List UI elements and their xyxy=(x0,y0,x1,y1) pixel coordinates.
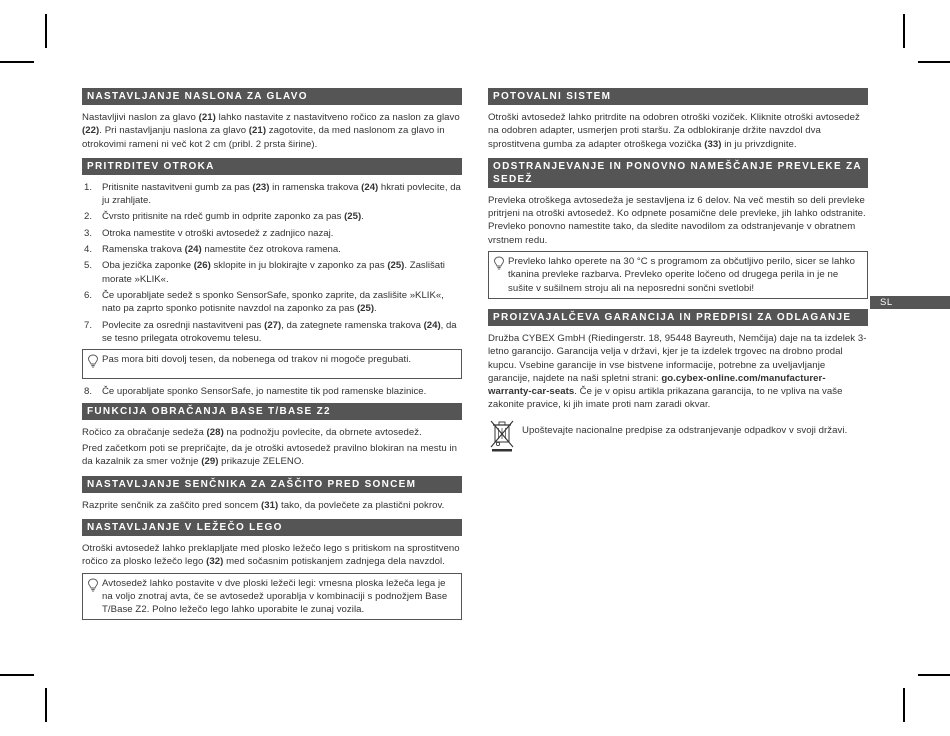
lightbulb-icon xyxy=(87,354,99,368)
lightbulb-icon xyxy=(493,256,505,270)
crop-mark xyxy=(903,688,905,722)
list-item: 8. Če uporabljate sponko SensorSafe, jo namestite tik pod ramenske blazinice. xyxy=(84,386,427,398)
note-box: Prevleko lahko operete na 30 °C s programom za občutljivo perilo, sicer se lahko tkanina prevleke razbarva. Prevleko operite ločeno od drugega perila in je ne sušite v sušilnem stroju ali na neposredni sončni svetlobi! xyxy=(488,251,868,299)
crop-mark xyxy=(45,688,47,722)
section-heading: NASTAVLJANJE SENČNIKA ZA ZAŠČITO PRED SONCEM xyxy=(82,476,462,493)
cover-text: Prevleka otroškega avtosedeža je sestavljena iz 6 delov. Na več mestih so deli prevleke pritrjeni na otroški avtosedež. Ko odpnete posamične dele prevleke, jih lahko odstranite. Prevleko ponovno namestite tako, da sledite navodilom za odstranjevanje v obratnem vrstnem redu. xyxy=(488,194,866,246)
crop-mark xyxy=(903,14,905,48)
crop-mark xyxy=(0,674,34,676)
section-heading: NASTAVLJANJE V LEŽEČO LEGO xyxy=(82,519,462,536)
section-heading: ODSTRANJEVANJE IN PONOVNO NAMEŠČANJE PREVLEKE ZA SEDEŽ xyxy=(488,158,868,188)
section-heading: PRITRDITEV OTROKA xyxy=(82,158,462,175)
crossed-bin-icon xyxy=(488,418,516,452)
right-column xyxy=(488,88,868,452)
language-tab: SL xyxy=(870,296,950,309)
crop-mark xyxy=(918,674,950,676)
list-item: 6. Če uporabljate sedež s sponko SensorSafe, sponko zaprite, da zaslišite »KLIK«, nato pa zaprto sponko potisnite navzdol na zaponko za pas (25). xyxy=(84,289,444,315)
section-heading: NASTAVLJANJE NASLONA ZA GLAVO xyxy=(82,88,462,105)
crop-mark xyxy=(0,61,34,63)
section-heading: FUNKCIJA OBRAČANJA BASE T/BASE Z2 xyxy=(82,403,462,420)
crop-mark xyxy=(45,14,47,48)
canopy-text: Razprite senčnik za zaščito pred soncem (31) tako, da povlečete za plastični pokrov. xyxy=(82,499,445,511)
list-item: 2. Čvrsto pritisnite na rdeč gumb in odprite zaponko za pas (25). xyxy=(84,211,364,223)
left-column xyxy=(82,88,462,626)
note-box: Avtosedež lahko postavite v dve ploski ležeči legi: vmesna ploska ležeča lega je na voljo znotraj avta, če se avtosedež uporablja v kombinaciji s podnožjem Base T/Base Z2. Polno ležečo lego lahko uporabite le zunaj vozila. xyxy=(82,573,462,621)
steps-list xyxy=(82,181,462,345)
headrest-text: Nastavljivi naslon za glavo (21) lahko nastavite z nastavitveno ročico za naslon za glavo (22). Pri nastavljanju naslona za glavo (21) zagotovite, da med naslonom za glavo in otrokovimi rameni ni več kot 2 cm (pribl. 2 prsta širine). xyxy=(82,112,460,150)
lightbulb-icon xyxy=(87,578,99,592)
steps-list xyxy=(82,385,462,398)
note-box: Pas mora biti dovolj tesen, da nobenega od trakov ni mogoče pregubati. xyxy=(82,349,462,379)
section-heading: POTOVALNI SISTEM xyxy=(488,88,868,105)
travel-text: Otroški avtosedež lahko pritrdite na odobren otroški voziček. Kliknite otroški avtosedež na odobren adapter, usmerjen proti staršu. Za odblokiranje držite navzdol dva sprostitvena gumba za adapter otroškega vozička (33) in ju privzdignite. xyxy=(488,112,860,150)
section-heading: PROIZVAJALČEVA GARANCIJA IN PREDPISI ZA ODLAGANJE xyxy=(488,309,868,326)
recline-text: Otroški avtosedež lahko preklapljate med plosko ležečo lego s pritiskom na sprostitveno ročico za plosko ležečo lego (32) med sočasnim potiskanjem zadnjega dela navzdol. xyxy=(82,542,460,568)
rotation-text: Pred začetkom poti se prepričajte, da je otroški avtosedež pravilno blokiran na mestu in da kazalnik za smer vožnje (29) prikazuje ZELENO. xyxy=(82,443,458,468)
list-item: 3. Otroka namestite v otroški avtosedež z zadnjico nazaj. xyxy=(84,227,334,239)
list-item: 4. Ramenska trakova (24) namestite čez otrokova ramena. xyxy=(84,244,341,256)
crop-mark xyxy=(918,61,950,63)
disposal-notice: Upoštevajte nacionalne predpise za odstranjevanje odpadkov v svoji državi. xyxy=(488,418,868,452)
list-item: 7. Povlecite za osrednji nastavitveni pas (27), da zategnete ramenska trakova (24), da se tesno prilegata otrokovemu telesu. xyxy=(84,319,457,344)
warranty-text: Družba CYBEX GmbH (Riedingerstr. 18, 95448 Bayreuth, Nemčija) daje na ta izdelek 3-letno garancijo. Garancija velja v državi, kjer je ta izdelek trgovec na drobno prodal kupcu. Vsebine garancije in vse bistvene informacije, potrebne za uveljavljanje garancije, najdete na naši spletni strani: go.cybex-online.com/manufacturer-warranty-car-seats. Če je v opisu artikla prikazana garancija, to ne vpliva na vaše zakonite pravice, ki jih imate proti nam zaradi okvar. xyxy=(488,332,867,411)
list-item: 1. Pritisnite nastavitveni gumb za pas (23) in ramenska trakova (24) hkrati povlecite, da ju zrahljate. xyxy=(84,181,461,207)
list-item: 5. Oba jezička zaponke (26) sklopite in ju blokirajte v zaponko za pas (25). Zaslišati morate »KLIK«. xyxy=(84,260,445,285)
rotation-text: Ročico za obračanje sedeža (28) na podnožju povlecite, da obrnete avtosedež. xyxy=(82,426,422,438)
